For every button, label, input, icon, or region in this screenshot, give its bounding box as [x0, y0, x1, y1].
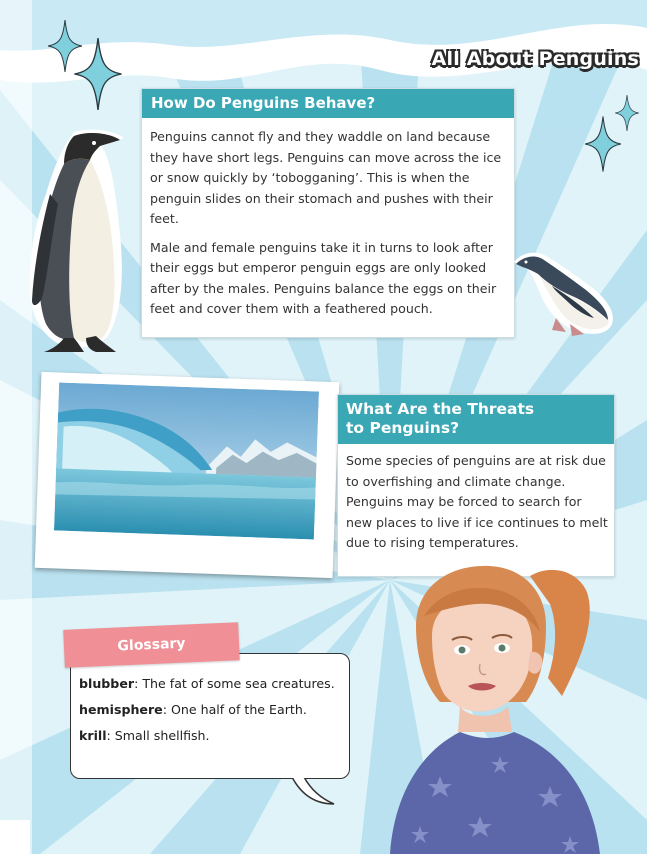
threats-body: Some species of penguins are at risk due to overfishing and climate change. Penguins may be forced to search for new places to live if ice continues to melt due to rising temperatures.: [346, 453, 608, 550]
glossary-term: blubber: [79, 676, 135, 691]
iceberg-photo-frame: [35, 372, 340, 578]
glossary-bubble: [70, 653, 350, 779]
iceberg-photo: [54, 382, 319, 539]
behave-card: [141, 88, 515, 338]
sparkle-icon: [585, 116, 621, 172]
glossary-definition: : Small shellfish.: [106, 728, 210, 743]
emperor-penguin-illustration: [24, 124, 136, 356]
behave-paragraph: Penguins cannot fly and they waddle on land because they have short legs. Penguins can move across the ice or snow quickly by ‘tobogganing’. This is when the penguin slides on their stomach and pushes with their feet.: [150, 129, 502, 226]
page-title: All About Penguins: [431, 48, 639, 70]
behave-heading: How Do Penguins Behave?: [142, 89, 514, 118]
glossary-entry: [79, 728, 341, 743]
glossary-label: Glossary: [63, 622, 239, 668]
glossary-definition: : One half of the Earth.: [162, 702, 307, 717]
behave-paragraph: Male and female penguins take it in turns to look after their eggs but emperor penguin eggs are only looked after by the males. Penguins balance the eggs on their feet and cover them with a feathered pouch.: [150, 239, 497, 316]
threats-card: [337, 394, 615, 577]
threats-heading-line: What Are the Threats: [346, 400, 535, 418]
glossary-entry: [79, 702, 341, 717]
glossary-entry: [79, 676, 341, 691]
girl-illustration: [380, 556, 620, 854]
threats-heading-line: to Penguins?: [346, 419, 460, 437]
little-penguin-illustration: [512, 246, 618, 340]
glossary-definition: : The fat of some sea creatures.: [134, 676, 335, 691]
glossary-term: krill: [79, 728, 107, 743]
sparkle-icon: [74, 38, 122, 110]
behave-body: [142, 118, 514, 320]
glossary-term: hemisphere: [79, 702, 163, 717]
threats-heading: [338, 395, 614, 444]
speech-bubble-tail: [290, 776, 340, 806]
